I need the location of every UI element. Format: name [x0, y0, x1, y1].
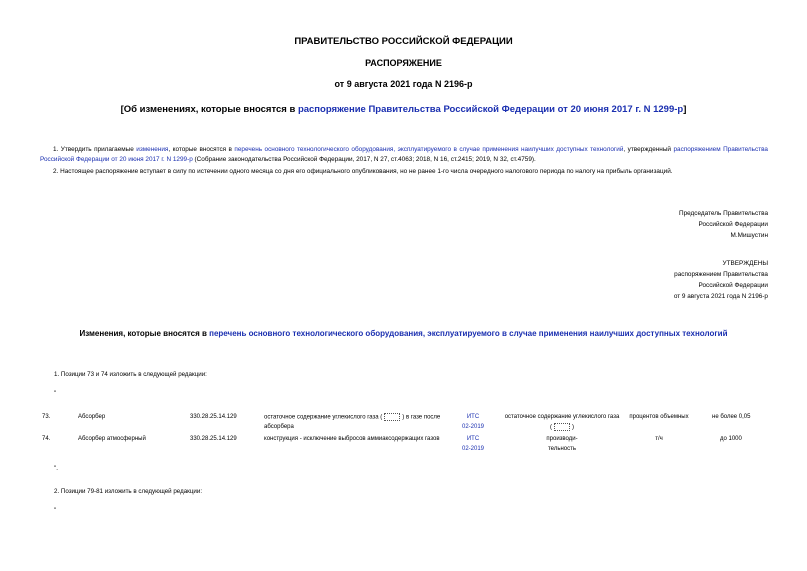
item-2-instruction: 2. Позиции 79-81 изложить в следующей редакции: — [54, 488, 203, 495]
order-1299-link[interactable]: распоряжением Правительства Российской Федерации от 20 июня 2017 г. N 1299-р — [40, 146, 768, 163]
quote-open-2: " — [54, 507, 57, 514]
equipment-list-link[interactable]: перечень основного технологического оборудования, эксплуатируемого в случае применения наилучших доступных технологий — [234, 146, 624, 153]
its-reference[interactable] — [455, 435, 491, 454]
unit: процентов объемных — [629, 414, 689, 420]
document-title-close: ] — [683, 104, 687, 115]
approval-line-1: УТВЕРЖДЕНЫ — [722, 260, 768, 267]
indicator — [504, 413, 620, 433]
its-number[interactable]: 02-2019 — [461, 423, 485, 430]
item-1-instruction: 1. Позиции 73 и 74 изложить в следующей редакции: — [54, 371, 207, 378]
row-number: 73. — [42, 414, 51, 420]
government-heading: ПРАВИТЕЛЬСТВО РОССИЙСКОЙ ФЕДЕРАЦИИ — [294, 36, 513, 47]
formula-icon — [554, 423, 570, 431]
indicator-text-a: производи- — [546, 436, 578, 442]
its-label[interactable]: ИТС — [466, 436, 480, 442]
approval-line-3: Российской Федерации — [698, 282, 768, 289]
its-reference[interactable] — [455, 413, 491, 432]
document-title — [0, 104, 807, 115]
document-title-link[interactable]: распоряжение Правительства Российской Федерации от 20 июня 2017 г. N 1299-р — [297, 104, 684, 115]
changes-title-link[interactable]: перечень основного технологического оборудования, эксплуатируемого в случае применения наилучших доступных технологий — [209, 329, 728, 338]
paragraph-1-text-d: (Собрание законодательства Российской Федерации, 2017, N 27, ст.4063; 2018, N 16, ст.2415; 2019, N 32, ст.4759). — [192, 155, 536, 163]
parameter — [264, 413, 444, 433]
its-label[interactable]: ИТС — [466, 414, 480, 420]
indicator-text-b: ) — [572, 424, 574, 431]
paragraph-1-text-c: , утвержденный — [623, 146, 674, 153]
value: до 1000 — [720, 436, 742, 442]
value: не более 0,05 — [712, 414, 751, 420]
approval-block — [548, 258, 768, 302]
quote-close: ". — [54, 465, 58, 472]
parameter-text-b: ) в газе после абсорбера — [264, 414, 441, 431]
its-number[interactable]: 02-2019 — [461, 445, 485, 452]
document-title-open: [Об изменениях, которые вносятся в — [120, 104, 298, 115]
equipment-name: Абсорбер — [78, 414, 106, 420]
approval-line-4: от 9 августа 2021 года N 2196-р — [673, 293, 768, 300]
signature-line-2: Российской Федерации — [698, 221, 768, 228]
parameter: конструкция - исключение выбросов аммиаксодержащих газов — [264, 436, 440, 442]
changes-link[interactable]: изменения — [136, 146, 169, 153]
signature-line-3: М.Мишустин — [730, 232, 768, 239]
indicator — [530, 435, 594, 454]
okpd-code: 330.28.25.14.129 — [190, 436, 237, 442]
equipment-name: Абсорбер атмосферный — [78, 436, 146, 442]
quote-open: " — [54, 390, 57, 397]
paragraph-1-text-b: , которые вносятся в — [168, 146, 235, 153]
document-type: РАСПОРЯЖЕНИЕ — [365, 58, 442, 68]
okpd-code: 330.28.25.14.129 — [190, 414, 237, 420]
indicator-text-a: остаточное содержание углекислого газа ( — [504, 414, 620, 431]
document-date-number: от 9 августа 2021 года N 2196-р — [334, 79, 473, 89]
signature-block — [548, 208, 768, 241]
signature-line-1: Председатель Правительства — [679, 210, 768, 217]
changes-title-prefix: Изменения, которые вносятся в — [79, 329, 210, 338]
paragraph-1 — [40, 145, 768, 164]
parameter-text-a: остаточное содержание углекислого газа ( — [264, 414, 383, 421]
unit: т/ч — [655, 436, 663, 442]
approval-line-2: распоряжением Правительства — [674, 271, 768, 278]
indicator-text-b: тельность — [548, 445, 576, 452]
changes-title — [0, 329, 807, 338]
row-number: 74. — [42, 436, 51, 442]
paragraph-2: 2. Настоящее распоряжение вступает в силу по истечении одного месяца со дня его официального опубликования, но не ранее 1-го числа очередного налогового периода по налогу на прибыль организаций. — [53, 168, 673, 175]
paragraph-1-text-a: 1. Утвердить прилагаемые — [53, 146, 137, 153]
formula-icon — [384, 413, 400, 421]
